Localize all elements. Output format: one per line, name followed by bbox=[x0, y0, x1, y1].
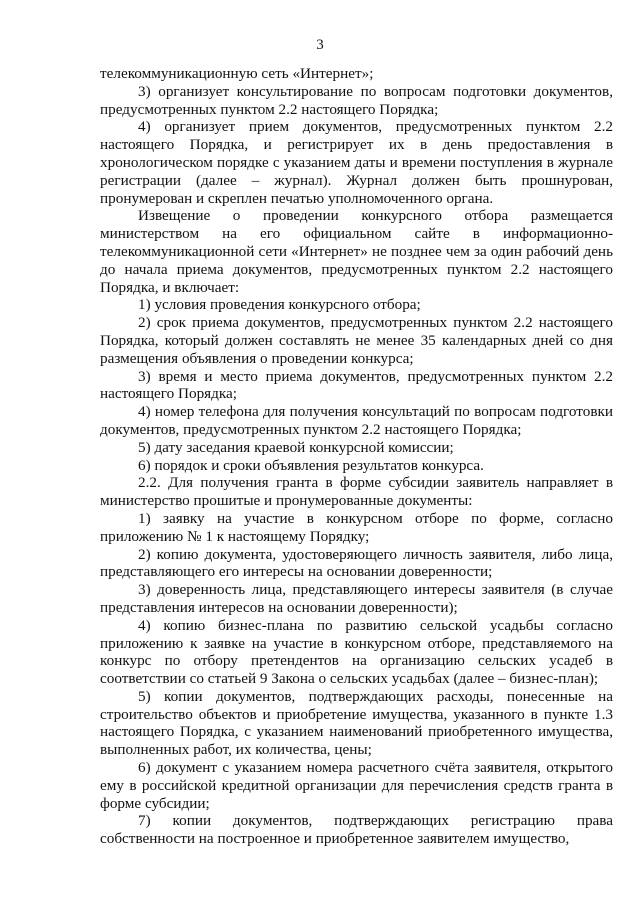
paragraph-doc-item-1: 1) заявку на участие в конкурсном отборе по форме, согласно приложению № 1 к настоящему Порядку; bbox=[100, 509, 613, 545]
paragraph-doc-item-6: 6) документ с указанием номера расчетного счёта заявителя, открытого ему в российской кредитной организации для перечисления средств гранта в форме субсидии; bbox=[100, 759, 613, 812]
paragraph-doc-item-5: 5) копии документов, подтверждающих расходы, понесенные на строительство объектов и приобретение имущества, указанного в пункте 1.3 настоящего Порядка, с указанием наименований приобретенного имущества, выполненных работ, их количества, цены; bbox=[100, 687, 613, 759]
paragraph-notice-item-3: 3) время и место приема документов, предусмотренных пунктом 2.2 настоящего Порядка; bbox=[100, 367, 613, 403]
paragraph-doc-item-3: 3) доверенность лица, представляющего интересы заявителя (в случае представления интересов на основании доверенности); bbox=[100, 581, 613, 616]
paragraph-item-3-consulting: 3) организует консультирование по вопросам подготовки документов, предусмотренных пунктом 2.2 настоящего Порядка; bbox=[100, 82, 613, 118]
paragraph-doc-item-7: 7) копии документов, подтверждающих регистрацию права собственности на построенное и приобретенное заявителем имущество, bbox=[100, 812, 613, 848]
paragraph-notice-item-6: 6) порядок и сроки объявления результатов конкурса. bbox=[138, 456, 484, 474]
paragraph-item-4-registration: 4) организует прием документов, предусмотренных пунктом 2.2 настоящего Порядка, и регистрирует их в день предоставления в хронологическом порядке с указанием даты и времени поступления в журнале регистрации (далее – журнал). Журнал должен быть прошнурован, пронумерован и скреплен печатью уполномоченного органа. bbox=[100, 118, 613, 207]
paragraph-notice-item-2: 2) срок приема документов, предусмотренных пунктом 2.2 настоящего Порядка, который должен составлять не менее 35 календарных дней со дня размещения объявления о проведении конкурса; bbox=[100, 314, 613, 367]
paragraph-doc-item-2: 2) копию документа, удостоверяющего личность заявителя, либо лица, представляющего его интересы на основании доверенности; bbox=[100, 545, 613, 581]
paragraph-continuation: телекоммуникационную сеть «Интернет»; bbox=[100, 65, 374, 82]
paragraph-notice: Извещение о проведении конкурсного отбора размещается министерством на его официальном сайте в информационно-телекоммуникационной сети «Интернет» не позднее чем за один рабочий день до начала приема документов, предусмотренных пунктом 2.2 настоящего Порядка, и включает: bbox=[100, 207, 613, 296]
paragraph-section-2-2: 2.2. Для получения гранта в форме субсидии заявитель направляет в министерство прошитые и пронумерованные документы: bbox=[100, 474, 613, 510]
paragraph-notice-item-5: 5) дату заседания краевой конкурсной комиссии; bbox=[138, 438, 454, 456]
paragraph-doc-item-4: 4) копию бизнес-плана по развитию сельской усадьбы согласно приложению к заявке на участие в конкурсном отборе, представляемого на конкурс по отбору претендентов на организацию сельских усадеб в соответствии со статьей 9 Закона о сельских усадьбах (далее – бизнес-план); bbox=[100, 616, 613, 688]
paragraph-notice-item-1: 1) условия проведения конкурсного отбора; bbox=[138, 296, 421, 314]
paragraph-notice-item-4: 4) номер телефона для получения консультаций по вопросам подготовки документов, предусмотренных пунктом 2.2 настоящего Порядка; bbox=[100, 403, 613, 438]
document-body bbox=[100, 65, 613, 848]
page-number: 3 bbox=[316, 37, 324, 53]
